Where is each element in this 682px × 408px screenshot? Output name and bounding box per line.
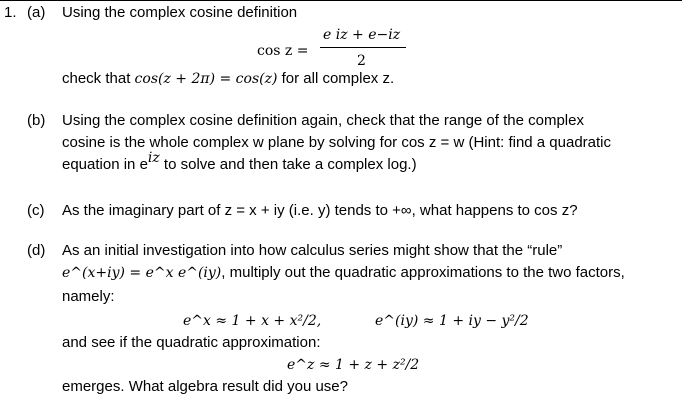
rule-expression: e^(x+iy) = e^x e^(iy) [62, 265, 222, 281]
part-b-line-2: cosine is the whole complex w plane by solving for cos z = w (Hint: find a quadratic [62, 134, 612, 151]
part-a-intro: Using the complex cosine definition [62, 4, 298, 21]
part-b-label: (b) [27, 112, 46, 129]
formula-denominator: 2 [357, 53, 366, 69]
part-a-check [62, 70, 394, 88]
part-b-line-3 [62, 150, 417, 174]
formula-lhs: cos z = [257, 43, 309, 59]
part-b-exponent: iz [147, 150, 160, 166]
check-suffix: for all complex z. [281, 70, 395, 87]
approx-ex: e^x ≈ 1 + x + x²/2, [183, 313, 322, 329]
part-c-label: (c) [27, 202, 45, 219]
part-d-line-5: and see if the quadratic approximation: [62, 334, 321, 351]
formula-numerator: e iz + e−iz [323, 27, 401, 43]
fraction-bar [320, 47, 406, 48]
top-rule [0, 0, 682, 1]
part-b-line-3-post: to solve and then take a complex log.) [159, 156, 417, 173]
part-d-line-3: namely: [62, 288, 115, 305]
approx-eiy: e^(iy) ≈ 1 + iy − y²/2 [375, 313, 529, 329]
part-b-line-1: Using the complex cosine definition again, check that the range of the complex [62, 112, 584, 129]
part-d-line-7: emerges. What algebra result did you use? [62, 378, 348, 395]
approx-ez: e^z ≈ 1 + z + z²/2 [287, 357, 420, 373]
check-prefix: check that [62, 70, 131, 87]
part-d-line-1: As an initial investigation into how calculus series might show that the “rule” [62, 242, 563, 259]
part-a-label: (a) [27, 4, 46, 21]
part-b-line-3-pre: equation in e [62, 156, 148, 173]
part-d-line-2 [62, 264, 625, 282]
part-d-line-2-text: , multiply out the quadratic approximations to the two factors, [221, 264, 625, 281]
part-d-label: (d) [27, 242, 46, 259]
check-expression: cos(z + 2π) = cos(z) [134, 71, 278, 87]
problem-number: 1. [4, 4, 17, 21]
part-c-text: As the imaginary part of z = x + iy (i.e. y) tends to +∞, what happens to cos z? [62, 202, 578, 219]
